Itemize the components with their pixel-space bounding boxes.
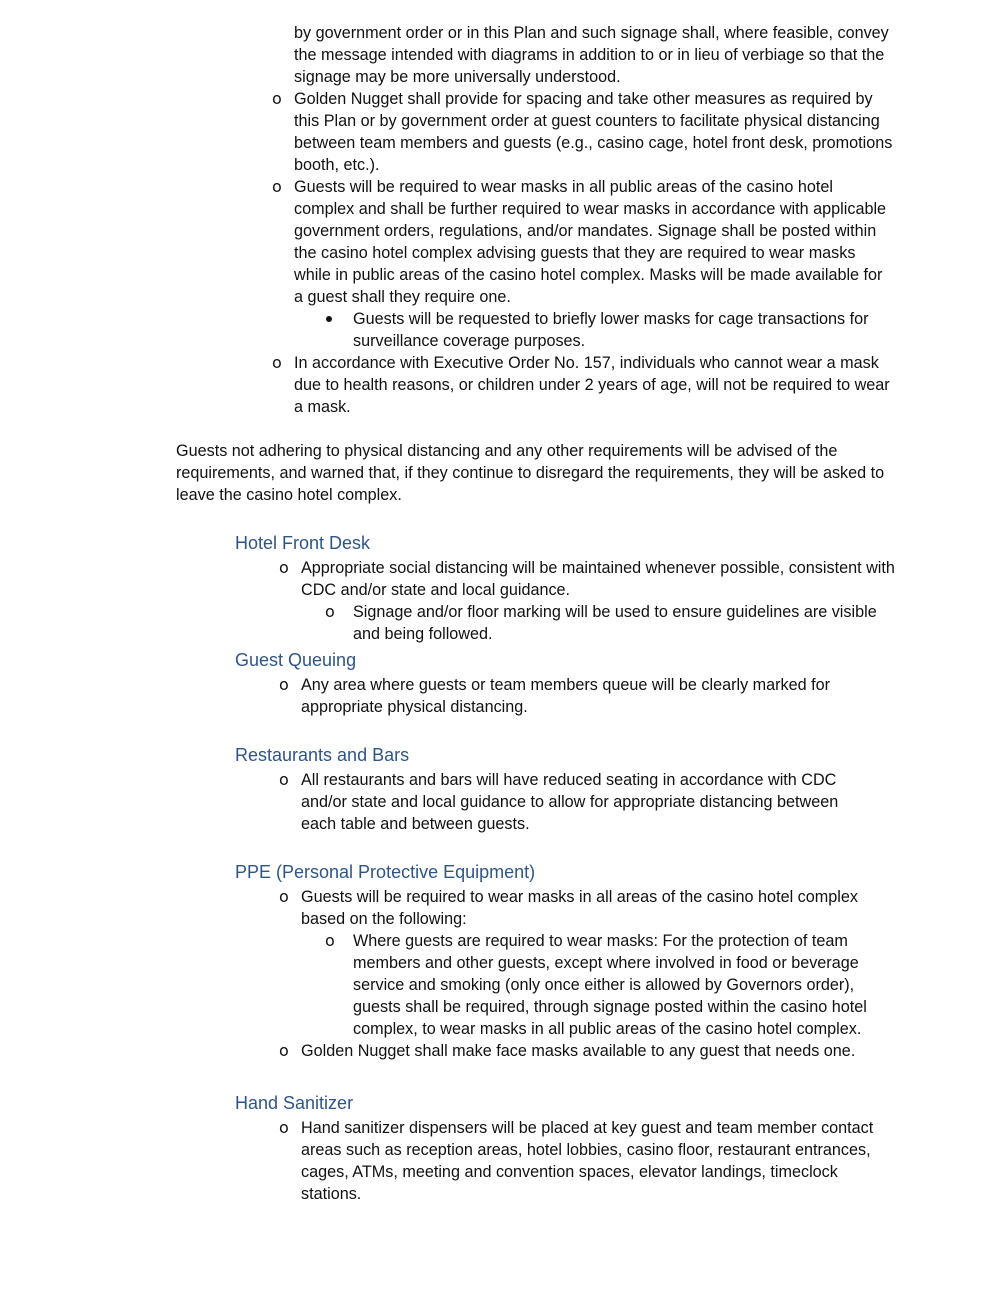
- sanitizer-item: Hand sanitizer dispensers will be placed at key guest and team member contact areas such as reception areas, hotel lobbies, casino floor, restaurant entrances, cages, ATMs, meeting and convention spaces, elevator landings, timeclock stations.: [301, 1119, 874, 1203]
- heading-restaurants-and-bars: Restaurants and Bars: [235, 745, 410, 765]
- bullet-marker: o: [279, 770, 289, 789]
- bullet-marker: o: [279, 1041, 289, 1060]
- bullet-marker: o: [272, 353, 282, 372]
- intro-continuation: by government order or in this Plan and such signage shall, where feasible, convey the message intended with diagrams in addition to or in lieu of verbiage so that the signage may be more universally understood.: [294, 24, 889, 86]
- bullet-marker: o: [279, 675, 289, 694]
- spacing-bullet: Golden Nugget shall provide for spacing and take other measures as required by this Plan or by government order at guest counters to facilitate physical distancing between team members and guests (e.g., casino cage, hotel front desk, promotions booth, etc.).: [294, 90, 893, 174]
- front-desk-item: Appropriate social distancing will be maintained whenever possible, consistent with CDC and/or state and local guidance.: [301, 559, 895, 599]
- front-desk-sub-item: Signage and/or floor marking will be used to ensure guidelines are visible and being followed.: [353, 603, 877, 643]
- bullet-marker: o: [279, 558, 289, 577]
- bullet-marker: o: [272, 89, 282, 108]
- ppe-item-2: Golden Nugget shall make face masks available to any guest that needs one.: [301, 1042, 856, 1060]
- bullet-marker: o: [279, 887, 289, 906]
- executive-order-bullet: In accordance with Executive Order No. 157, individuals who cannot wear a mask due to health reasons, or children under 2 years of age, will not be required to wear a mask.: [294, 354, 890, 416]
- cage-sub-bullet: Guests will be requested to briefly lower masks for cage transactions for surveillance coverage purposes.: [353, 310, 869, 350]
- restaurants-item: All restaurants and bars will have reduced seating in accordance with CDC and/or state and local guidance to allow for appropriate distancing between each table and between guests.: [301, 771, 839, 833]
- bullet-marker: o: [272, 177, 282, 196]
- ppe-item: Guests will be required to wear masks in all areas of the casino hotel complex based on the following:: [301, 888, 858, 928]
- heading-ppe: PPE (Personal Protective Equipment): [235, 862, 536, 882]
- bullet-marker: o: [325, 602, 335, 621]
- heading-guest-queuing: Guest Queuing: [235, 650, 357, 670]
- adherence-paragraph: Guests not adhering to physical distancing and any other requirements will be advised of the requirements, and warned that, if they continue to disregard the requirements, they will be asked to leave the casino hotel complex.: [176, 442, 885, 504]
- bullet-marker: o: [279, 1118, 289, 1137]
- heading-hotel-front-desk: Hotel Front Desk: [235, 533, 371, 553]
- ppe-sub-item: Where guests are required to wear masks: For the protection of team members and other guests, except where involved in food or beverage service and smoking (only once either is allowed by Governors order), guests shall be required, through signage posted within the casino hotel complex, to wear masks in all public areas of the casino hotel complex.: [353, 932, 867, 1038]
- bullet-marker: o: [325, 931, 335, 950]
- masks-required-bullet: Guests will be required to wear masks in all public areas of the casino hotel complex and shall be further required to wear masks in accordance with applicable government orders, regulations, and/or mandates. Signage shall be posted within the casino hotel complex advising guests that they are required to wear masks while in public areas of the casino hotel complex. Masks will be made available for a guest shall they require one.: [294, 178, 887, 306]
- heading-hand-sanitizer: Hand Sanitizer: [235, 1093, 354, 1113]
- queuing-item: Any area where guests or team members queue will be clearly marked for appropriate physical distancing.: [301, 676, 831, 716]
- bullet-dot-icon: [326, 316, 332, 322]
